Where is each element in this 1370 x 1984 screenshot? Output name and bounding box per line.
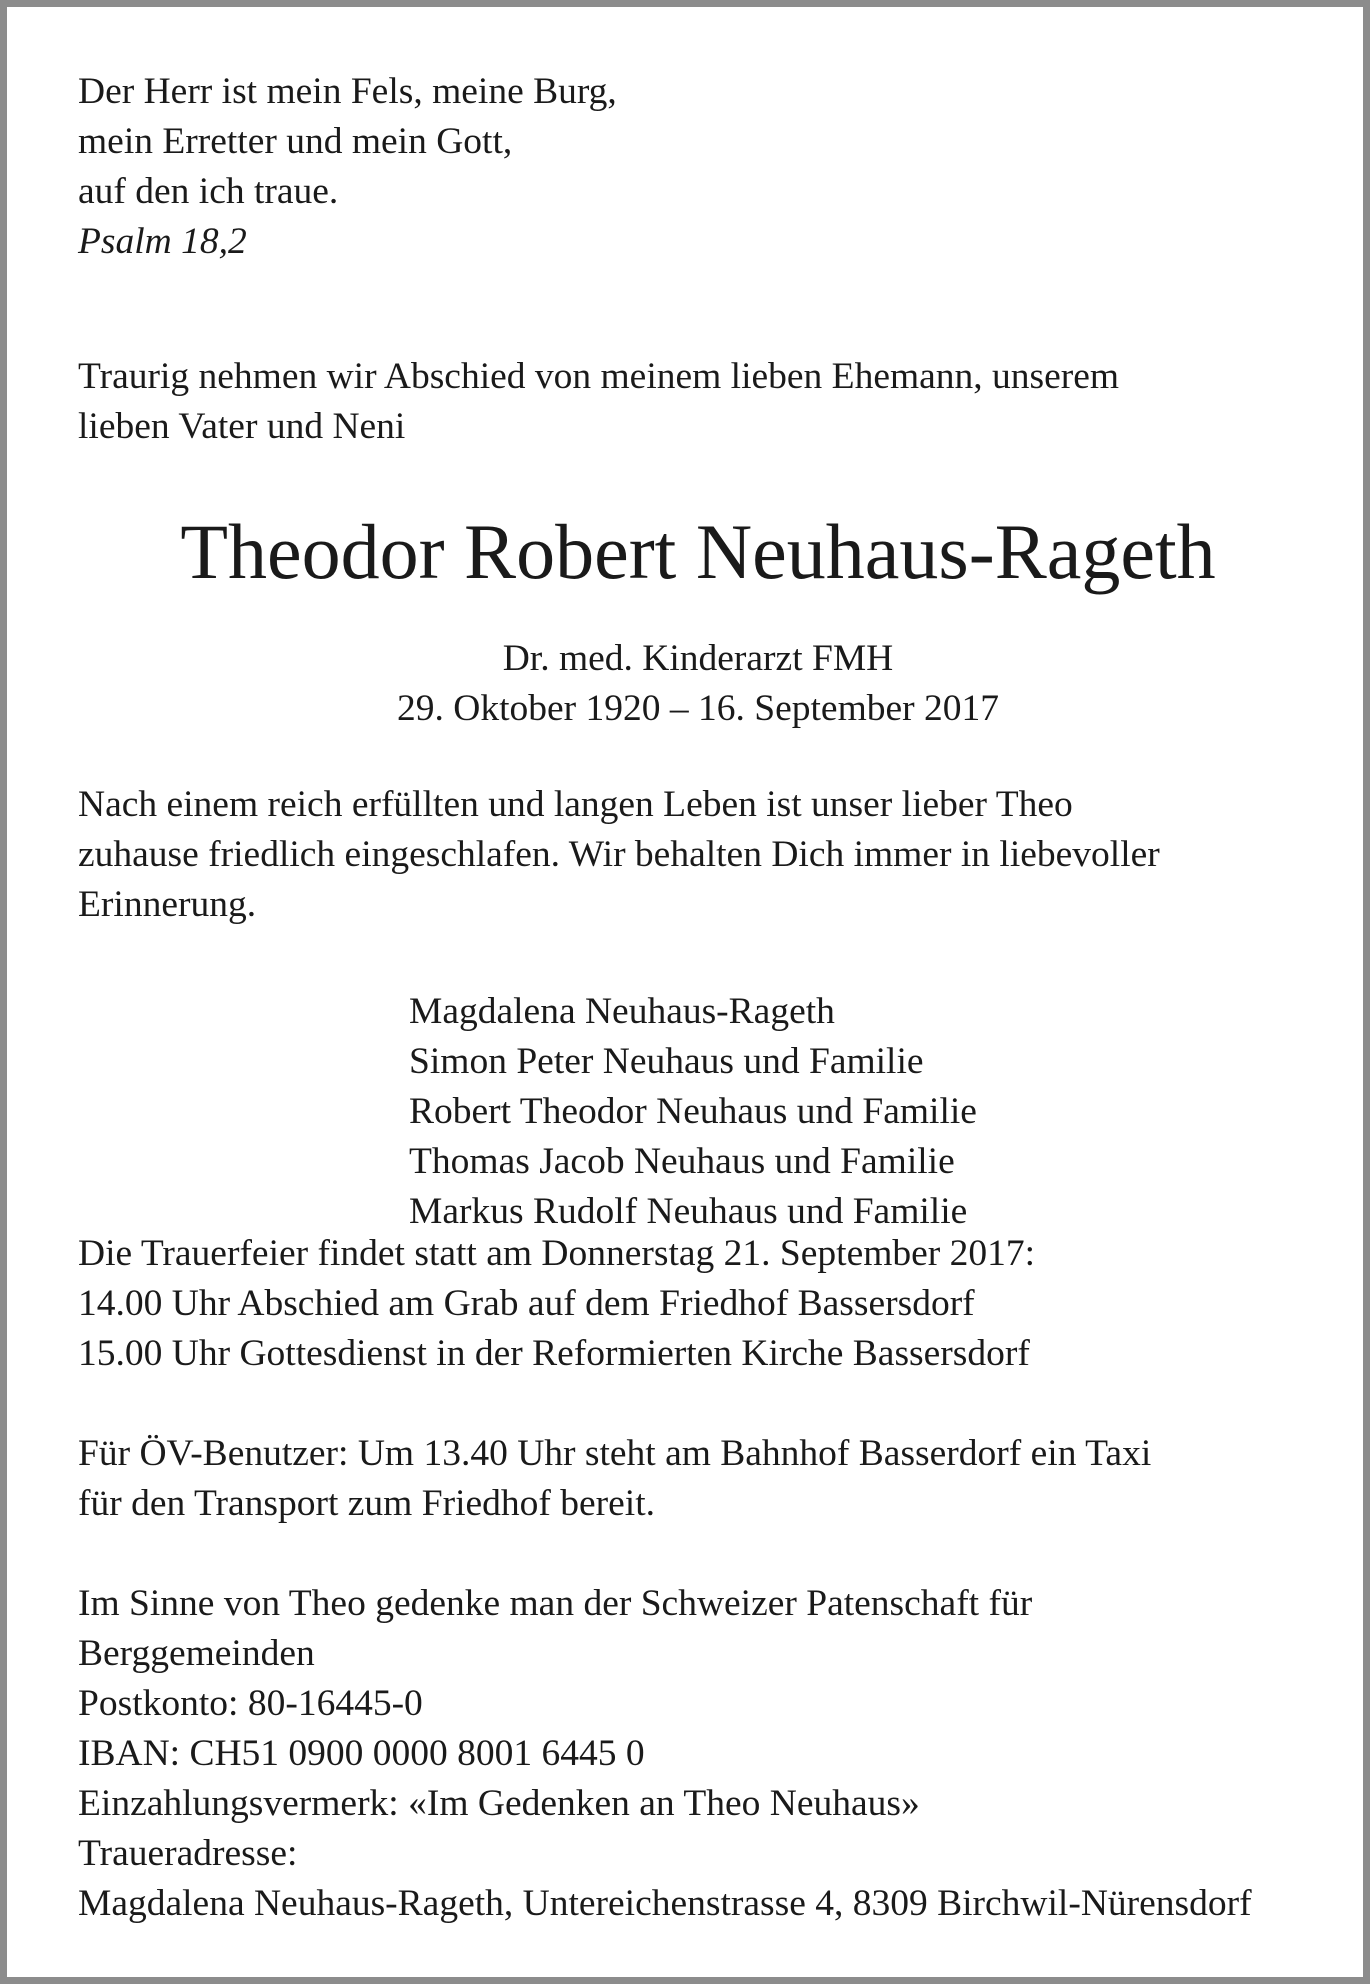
ceremony-line: 14.00 Uhr Abschied am Grab auf dem Friedhof Bassersdorf (78, 1283, 975, 1324)
transport-line: Für ÖV-Benutzer: Um 13.40 Uhr steht am Bahnhof Basserdorf ein Taxi (78, 1433, 1152, 1474)
message-line: Nach einem reich erfüllten und langen Leben ist unser lieber Theo (78, 784, 1073, 825)
ceremony-line: Die Trauerfeier findet statt am Donnerstag 21. September 2017: (78, 1233, 1036, 1274)
mourning-address (78, 1829, 1252, 1929)
signer: Simon Peter Neuhaus und Familie (409, 1041, 924, 1082)
signer: Magdalena Neuhaus-Rageth (409, 991, 835, 1032)
deceased-details (78, 634, 1318, 734)
donation-note: Einzahlungsvermerk: «Im Gedenken an Theo Neuhaus» (78, 1783, 920, 1824)
signer: Robert Theodor Neuhaus und Familie (409, 1091, 977, 1132)
verse-line: auf den ich traue. (78, 171, 339, 212)
deceased-dates: 29. Oktober 1920 – 16. September 2017 (397, 688, 999, 729)
message-line: zuhause friedlich eingeschlafen. Wir behalten Dich immer in liebevoller (78, 834, 1160, 875)
signers-list (409, 987, 977, 1237)
verse-source: Psalm 18,2 (78, 221, 247, 262)
donation-line: Im Sinne von Theo gedenke man der Schweizer Patenschaft für (78, 1583, 1033, 1624)
donation-info (78, 1579, 1032, 1829)
transport-line: für den Transport zum Friedhof bereit. (78, 1483, 655, 1524)
signer: Thomas Jacob Neuhaus und Familie (409, 1141, 955, 1182)
donation-line: Berggemeinden (78, 1633, 315, 1674)
donation-account: Postkonto: 80-16445-0 (78, 1683, 423, 1724)
intro-line: Traurig nehmen wir Abschied von meinem lieben Ehemann, unserem (78, 356, 1120, 397)
verse-line: mein Erretter und mein Gott, (78, 121, 513, 162)
transport-info (78, 1429, 1151, 1529)
message-line: Erinnerung. (78, 884, 257, 925)
donation-iban: IBAN: CH51 0900 0000 8001 6445 0 (78, 1733, 645, 1774)
intro-text (78, 352, 1119, 452)
ceremony-info (78, 1229, 1035, 1379)
ceremony-line: 15.00 Uhr Gottesdienst in der Reformierten Kirche Bassersdorf (78, 1333, 1030, 1374)
signer: Markus Rudolf Neuhaus und Familie (409, 1191, 968, 1232)
deceased-name: Theodor Robert Neuhaus-Rageth (180, 508, 1216, 595)
message-text (78, 780, 1160, 930)
deceased-title: Dr. med. Kinderarzt FMH (502, 638, 894, 679)
address-value: Magdalena Neuhaus-Rageth, Untereichenstrasse 4, 8309 Birchwil-Nürensdorf (78, 1883, 1252, 1924)
address-label: Traueradresse: (78, 1833, 298, 1874)
intro-line: lieben Vater und Neni (78, 406, 406, 447)
bible-verse (78, 67, 617, 267)
verse-line: Der Herr ist mein Fels, meine Burg, (78, 71, 617, 112)
